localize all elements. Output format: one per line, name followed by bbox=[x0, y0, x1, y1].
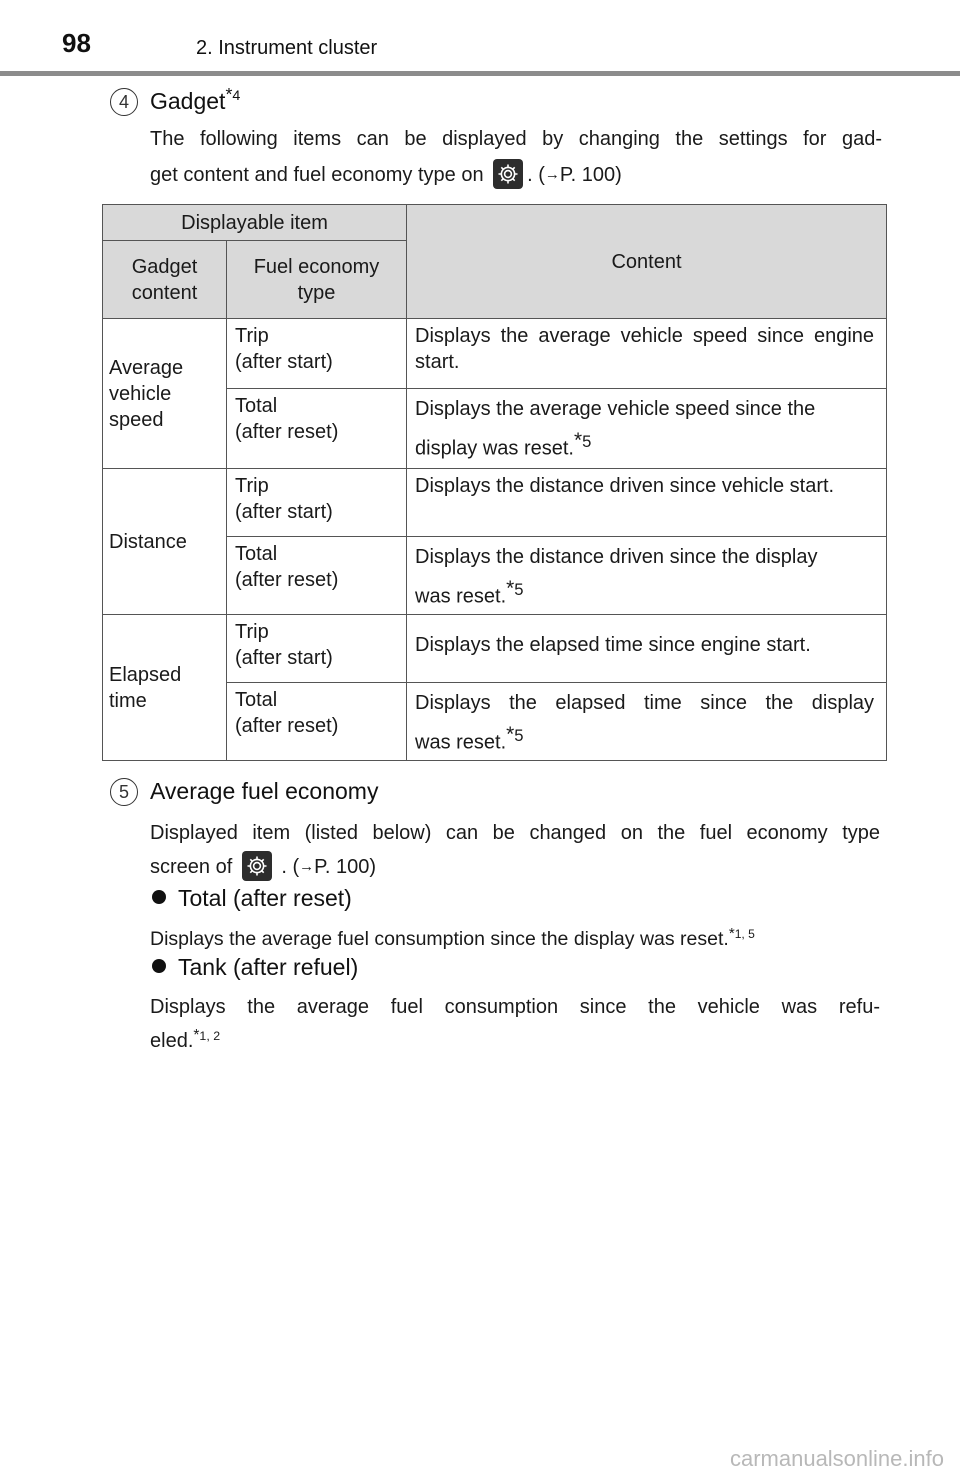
table-row bbox=[103, 469, 887, 537]
gadget-desc-line2-after: . ( bbox=[527, 164, 545, 186]
fuel-type-label: Trip bbox=[235, 325, 269, 347]
footnote-ref: 5 bbox=[514, 726, 524, 745]
bullet-desc-text: eled. bbox=[150, 1030, 194, 1052]
bullet-icon bbox=[152, 890, 166, 904]
bullet-tank-desc-line2 bbox=[150, 1024, 880, 1058]
fuel-type-label: Total bbox=[235, 395, 278, 417]
gadget-desc-line2 bbox=[150, 158, 882, 192]
avg-fuel-ref-link[interactable]: P. 100) bbox=[314, 856, 377, 878]
arrow-right-icon: → bbox=[299, 858, 315, 875]
header-displayable-item: Displayable item bbox=[103, 205, 407, 241]
gadget-content-cell: Elapsed time bbox=[103, 615, 227, 761]
gadget-content-cell: Average vehicle speed bbox=[103, 319, 227, 469]
fuel-type-label: Trip bbox=[235, 621, 269, 643]
bullet-icon bbox=[152, 959, 166, 973]
avg-fuel-desc-line2-before: screen of bbox=[150, 856, 233, 878]
asterisk-icon: * bbox=[506, 577, 515, 600]
gadget-heading bbox=[150, 84, 241, 115]
asterisk-icon: * bbox=[506, 723, 515, 746]
header-fuel-economy-type: Fuel economy type bbox=[227, 241, 407, 319]
content-line: was reset. bbox=[415, 585, 507, 608]
fuel-type-cell bbox=[227, 537, 407, 615]
content-cell bbox=[407, 389, 887, 469]
fuel-type-sublabel: (after reset) bbox=[235, 715, 339, 737]
fuel-type-cell bbox=[227, 469, 407, 537]
section-marker-5: 5 bbox=[110, 778, 138, 806]
footnote-ref: 5 bbox=[582, 432, 592, 451]
bullet-tank-desc-line1: Displays the average fuel consumption since the vehicle was refu- bbox=[150, 996, 880, 1018]
gadget-ref-link[interactable]: P. 100) bbox=[559, 164, 622, 186]
fuel-type-label: Total bbox=[235, 689, 278, 711]
gadget-title-note: 4 bbox=[232, 88, 241, 105]
asterisk-icon: * bbox=[573, 429, 583, 452]
bullet-tank-after-refuel bbox=[152, 954, 358, 981]
header-divider bbox=[0, 71, 960, 76]
fuel-type-cell bbox=[227, 615, 407, 683]
asterisk-icon: * bbox=[193, 1026, 200, 1044]
footnote-ref: 1, 2 bbox=[199, 1028, 221, 1043]
table-row bbox=[103, 319, 887, 389]
content-cell: Displays the distance driven since vehicle start. bbox=[407, 469, 887, 537]
header-content: Content bbox=[407, 205, 887, 319]
fuel-type-label: Trip bbox=[235, 475, 269, 497]
asterisk-icon: * bbox=[728, 924, 735, 942]
page-header bbox=[0, 0, 960, 76]
displayable-items-table bbox=[102, 204, 887, 761]
gadget-desc-line2-before: get content and fuel economy type on bbox=[150, 164, 484, 186]
arrow-right-icon: → bbox=[544, 166, 560, 183]
watermark: carmanualsonline.info bbox=[729, 1446, 944, 1471]
content-line: Displays the elapsed time since the display bbox=[415, 692, 875, 714]
settings-gear-icon bbox=[493, 159, 523, 189]
content-line: Displays the distance driven since the display bbox=[415, 546, 818, 568]
footnote-ref: 1, 5 bbox=[734, 926, 755, 941]
bullet-total-desc bbox=[150, 922, 890, 956]
page-number: 98 bbox=[62, 28, 91, 58]
gadget-title: Gadget bbox=[150, 88, 226, 114]
avg-fuel-desc-line2-after: . ( bbox=[281, 856, 300, 878]
footnote-ref: 5 bbox=[514, 580, 524, 599]
gadget-desc-line1: The following items can be displayed by changing the settings for gad- bbox=[150, 128, 882, 150]
content-cell: Displays the elapsed time since engine start. bbox=[407, 615, 887, 683]
fuel-type-sublabel: (after start) bbox=[235, 647, 333, 669]
content-cell bbox=[407, 683, 887, 761]
fuel-type-sublabel: (after start) bbox=[235, 351, 333, 373]
content-cell bbox=[407, 537, 887, 615]
settings-gear-icon bbox=[242, 851, 272, 881]
section-title: 2. Instrument cluster bbox=[196, 37, 378, 59]
fuel-type-sublabel: (after reset) bbox=[235, 569, 339, 591]
avg-fuel-desc-line2 bbox=[150, 850, 880, 884]
bullet-title: Total (after reset) bbox=[178, 885, 352, 911]
bullet-desc-text: Displays the average fuel consumption since the display was reset. bbox=[150, 928, 729, 950]
table-row bbox=[103, 615, 887, 683]
fuel-type-sublabel: (after start) bbox=[235, 501, 333, 523]
content-line: Displays the average vehicle speed since the bbox=[415, 398, 816, 420]
fuel-type-cell bbox=[227, 389, 407, 469]
fuel-type-sublabel: (after reset) bbox=[235, 421, 339, 443]
avg-fuel-heading: Average fuel economy bbox=[150, 778, 379, 804]
section-marker-4: 4 bbox=[110, 88, 138, 116]
content-cell: Displays the average vehicle speed since engine start. bbox=[407, 319, 887, 389]
header-gadget-content: Gadget content bbox=[103, 241, 227, 319]
content-line: was reset. bbox=[415, 731, 507, 754]
fuel-type-label: Total bbox=[235, 543, 278, 565]
gadget-content-cell: Distance bbox=[103, 469, 227, 615]
fuel-type-cell bbox=[227, 319, 407, 389]
content-line: display was reset. bbox=[415, 437, 574, 460]
asterisk-icon: * bbox=[225, 84, 233, 105]
avg-fuel-desc-line1: Displayed item (listed below) can be changed on the fuel economy type bbox=[150, 822, 880, 844]
bullet-total-after-reset bbox=[152, 885, 352, 912]
bullet-title: Tank (after refuel) bbox=[178, 954, 359, 980]
fuel-type-cell bbox=[227, 683, 407, 761]
